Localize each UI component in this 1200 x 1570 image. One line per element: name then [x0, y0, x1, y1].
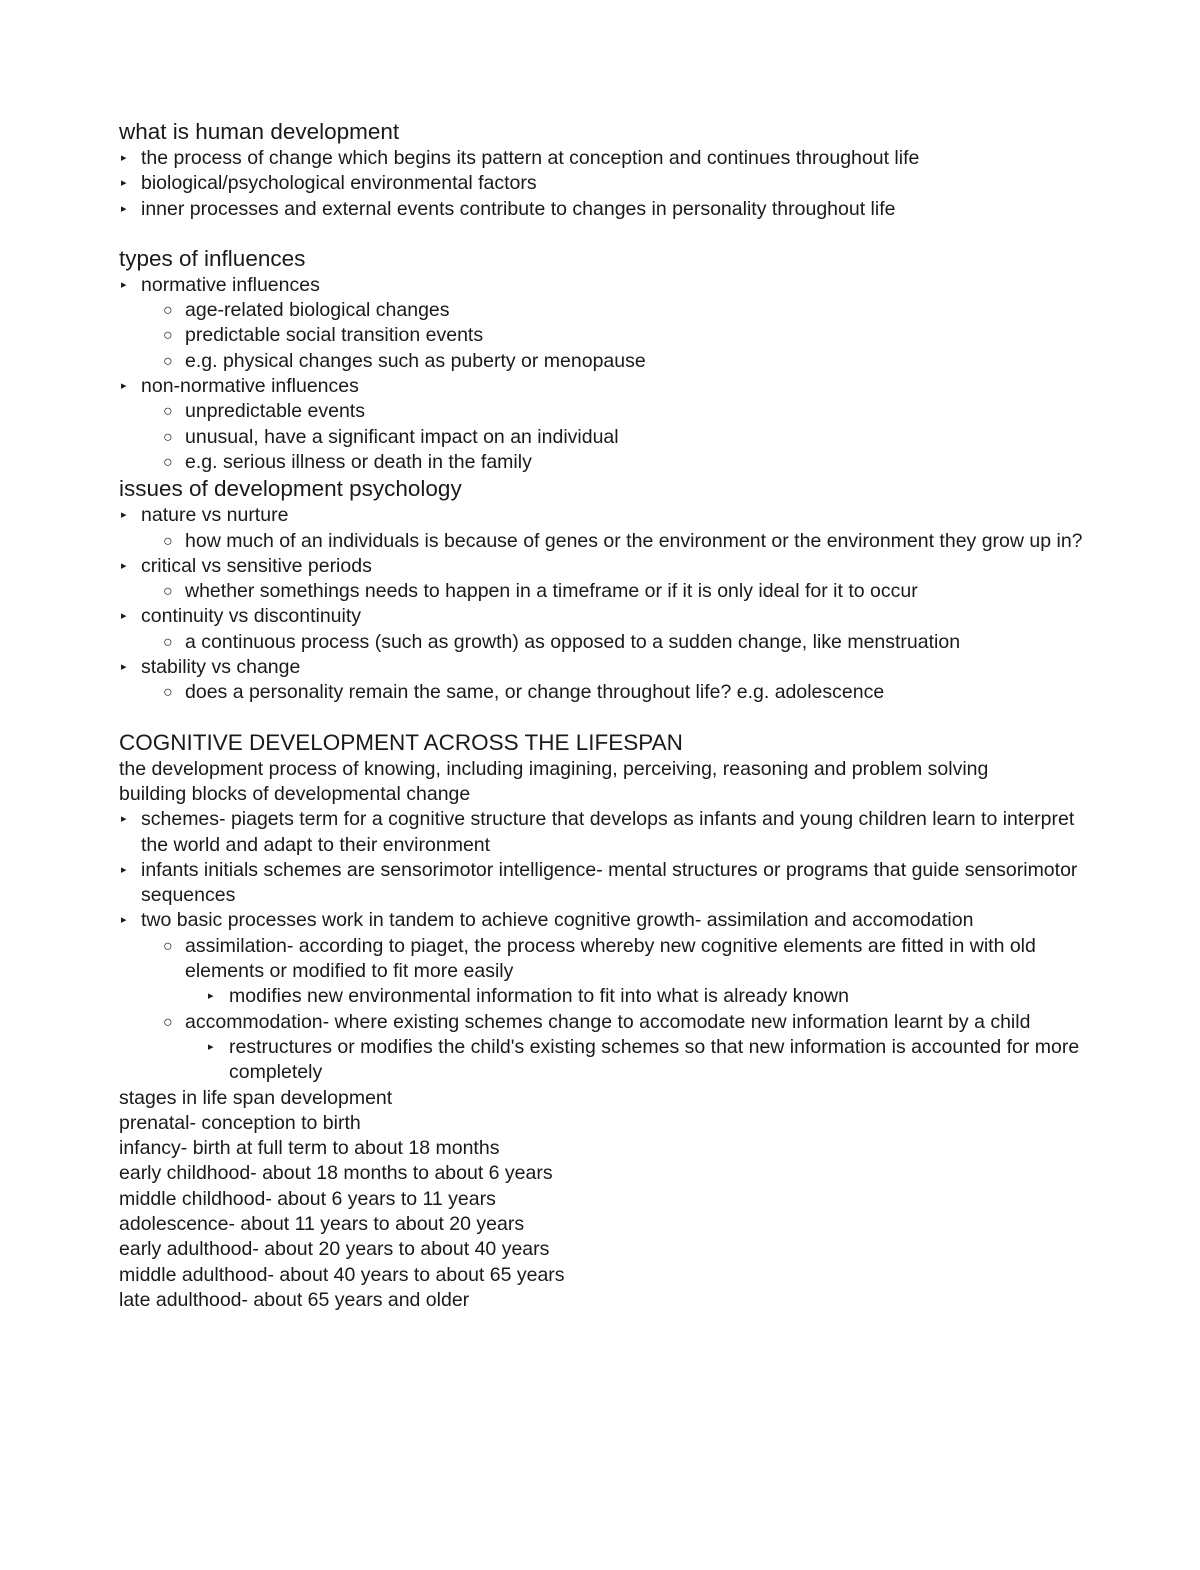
building-blocks-heading: building blocks of developmental change [119, 782, 471, 805]
bullet-icon: ▸ [121, 177, 127, 190]
human-development-list [119, 146, 1100, 222]
cognitive-intro: the development process of knowing, including imagining, perceiving, reasoning and problem solving [119, 757, 989, 780]
circle-bullet-icon: ○ [163, 327, 173, 345]
stage-line: infancy- birth at full term to about 18 months [119, 1137, 500, 1160]
arrow-bullet-icon: ▸ [208, 990, 214, 1003]
list-item: ▸ non-normative influences [119, 374, 1100, 399]
list-item: ▸ stability vs change [119, 655, 1100, 680]
bullet-icon: ▸ [121, 509, 127, 522]
list-item: ▸ two basic processes work in tandem to achieve cognitive growth- assimilation and accomodation [119, 908, 1100, 933]
circle-bullet-icon: ○ [163, 684, 173, 702]
bullet-icon: ▸ [121, 278, 127, 291]
circle-bullet-icon: ○ [163, 633, 173, 651]
list-item: ▸ schemes- piagets term for a cognitive structure that develops as infants and young children learn to interpret the world and adapt to their environment [121, 808, 1075, 856]
circle-bullet-icon: ○ [163, 1013, 173, 1031]
stage-line: middle childhood- about 6 years to 11 years [119, 1187, 496, 1210]
stage-line: early adulthood- about 20 years to about 40 years [119, 1238, 550, 1261]
list-item: ▸ normative influences [119, 273, 1100, 298]
circle-bullet-icon: ○ [163, 532, 173, 550]
building-blocks-list [119, 807, 1100, 1085]
list-item: ▸ critical vs sensitive periods [119, 554, 1100, 579]
circle-bullet-icon: ○ [163, 583, 173, 601]
circle-bullet-icon: ○ [163, 302, 173, 320]
list-item: ▸ biological/psychological environmental factors [119, 171, 1100, 196]
list-item: ▸ inner processes and external events contribute to changes in personality throughout life [119, 197, 1100, 222]
influences-list [119, 273, 1100, 475]
section-heading-human-development: what is human development [119, 119, 400, 144]
circle-bullet-icon: ○ [163, 428, 173, 446]
list-item: ▸ infants initials schemes are sensorimotor intelligence- mental structures or programs that guide sensorimotor sequences [121, 858, 1078, 907]
section-heading-types-of-influences: types of influences [119, 245, 306, 271]
section-heading-cognitive-development: COGNITIVE DEVELOPMENT ACROSS THE LIFESPAN [119, 729, 683, 755]
stage-line: adolescence- about 11 years to about 20 years [119, 1212, 525, 1235]
list-item: ○ unpredictable events [119, 399, 1100, 424]
list-item: ○ how much of an individuals is because of genes or the environment or the environment they grow up in? [119, 529, 1100, 554]
list-item: ▸ nature vs nurture [119, 503, 1100, 528]
list-item: ○ unusual, have a significant impact on an individual [119, 425, 1100, 450]
circle-bullet-icon: ○ [163, 937, 173, 955]
bullet-icon: ▸ [121, 914, 127, 927]
bullet-icon: ▸ [121, 559, 127, 572]
issues-list [119, 503, 1100, 705]
list-item: ▸ the process of change which begins its pattern at conception and continues throughout life [119, 146, 1100, 171]
bullet-icon: ▸ [121, 380, 127, 393]
circle-bullet-icon: ○ [163, 403, 173, 421]
circle-bullet-icon: ○ [163, 453, 173, 471]
stage-line: middle adulthood- about 40 years to about 65 years [119, 1263, 565, 1286]
list-item: ○ age-related biological changes [119, 298, 1100, 323]
list-item: ○ e.g. physical changes such as puberty or menopause [119, 349, 1100, 374]
list-item: ○ does a personality remain the same, or change throughout life? e.g. adolescence [119, 680, 1100, 705]
bullet-icon: ▸ [121, 202, 127, 215]
list-item: ○ e.g. serious illness or death in the family [119, 450, 1100, 475]
arrow-bullet-icon: ▸ [208, 1040, 214, 1053]
list-item: ○ accommodation- where existing schemes change to accomodate new information learnt by a child [119, 1010, 1100, 1035]
list-item: ▸ modifies new environmental information to fit into what is already known [119, 984, 1100, 1009]
list-item: ○ a continuous process (such as growth) as opposed to a sudden change, like menstruation [119, 630, 1100, 655]
bullet-icon: ▸ [121, 610, 127, 623]
bullet-icon: ▸ [121, 813, 127, 826]
list-item: ○ assimilation- according to piaget, the process whereby new cognitive elements are fitted in with old elements or modified to fit more easily [163, 934, 1036, 983]
stage-line: late adulthood- about 65 years and older [119, 1288, 470, 1311]
circle-bullet-icon: ○ [163, 352, 173, 370]
stages-heading: stages in life span development [119, 1086, 393, 1109]
stage-line: prenatal- conception to birth [119, 1111, 361, 1134]
bullet-icon: ▸ [121, 661, 127, 674]
list-item: ▸ continuity vs discontinuity [119, 604, 1100, 629]
list-item: ○ whether somethings needs to happen in a timeframe or if it is only ideal for it to occur [119, 579, 1100, 604]
stage-line: early childhood- about 18 months to about 6 years [119, 1162, 553, 1185]
bullet-icon: ▸ [121, 152, 127, 164]
list-item: ▸ restructures or modifies the child's existing schemes so that new information is accounted for more completely [208, 1035, 1080, 1084]
section-heading-issues: issues of development psychology [119, 476, 462, 502]
list-item: ○ predictable social transition events [119, 323, 1100, 348]
bullet-icon: ▸ [121, 863, 127, 876]
